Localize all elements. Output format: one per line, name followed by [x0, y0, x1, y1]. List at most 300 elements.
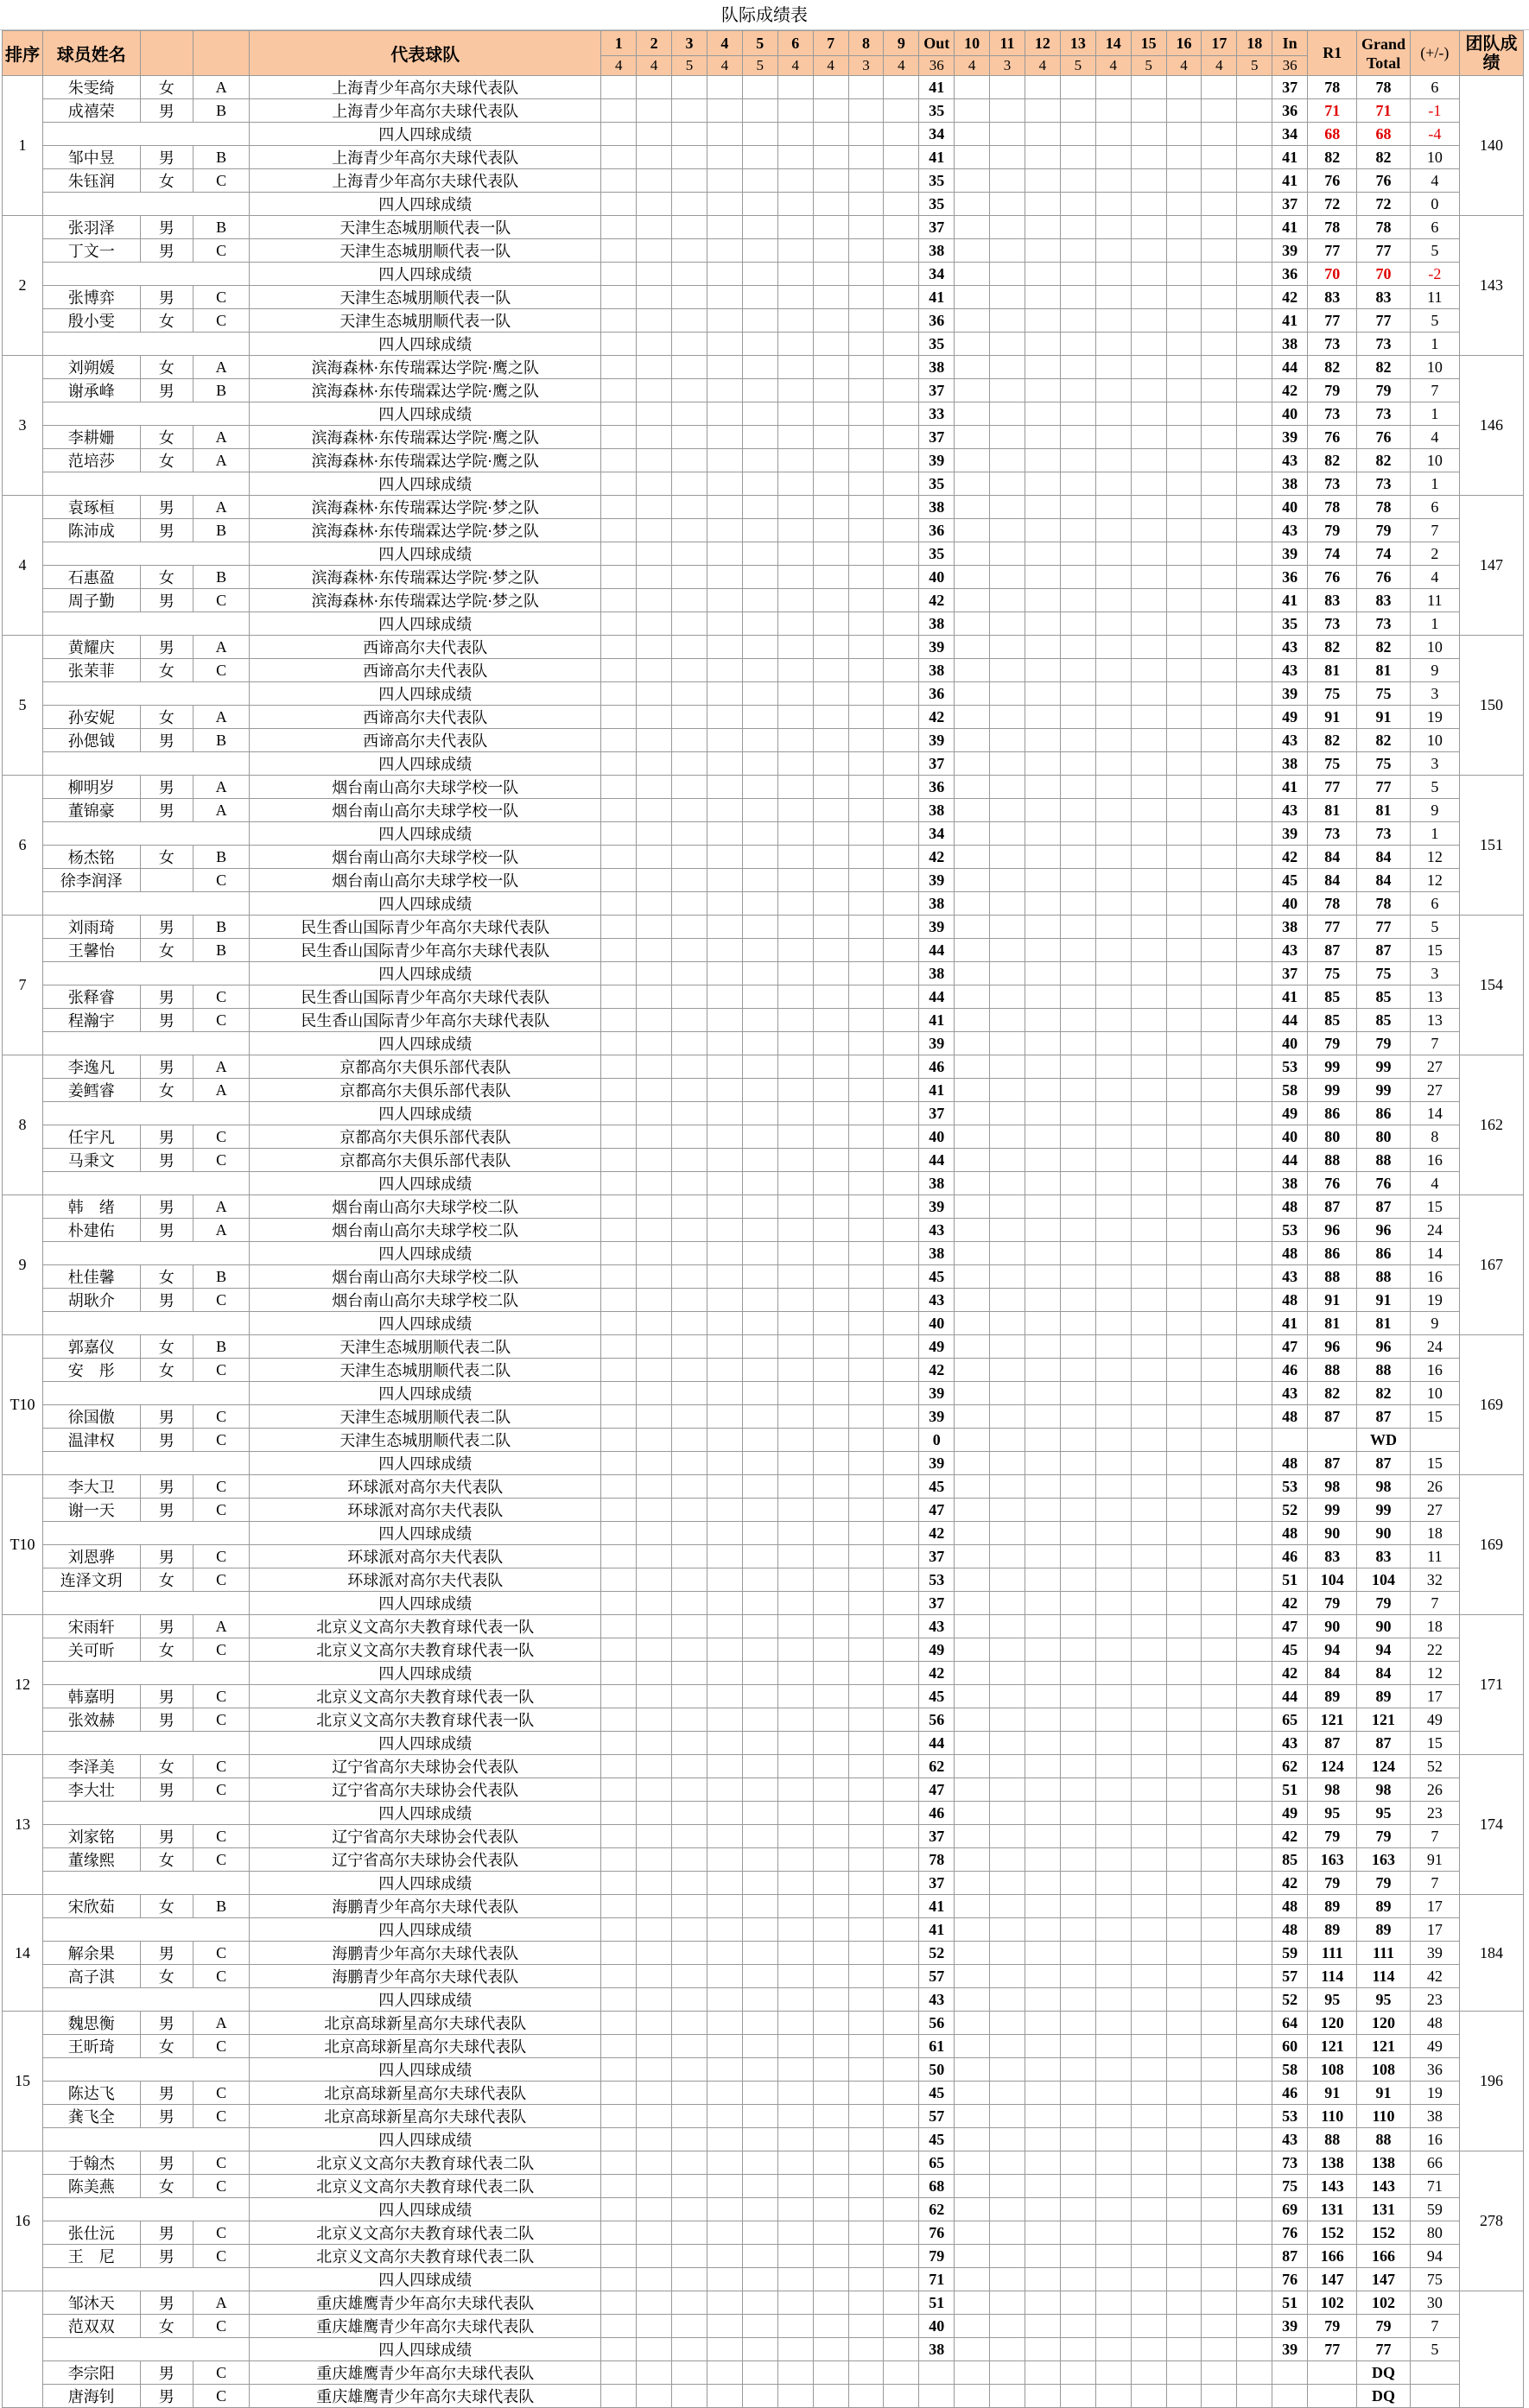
diff-value: 36 — [1410, 2058, 1459, 2082]
hole-score — [707, 76, 742, 99]
player-class: C — [193, 2082, 249, 2105]
grand-total: 84 — [1357, 846, 1410, 869]
hole-score — [1060, 2385, 1095, 2408]
hole-score — [637, 1825, 672, 1848]
diff-value: 24 — [1410, 1335, 1459, 1359]
hole-score — [601, 309, 637, 333]
hole-score — [1202, 1195, 1237, 1219]
player-name: 刘朔媛 — [43, 356, 140, 379]
grand-total: 95 — [1357, 1988, 1410, 2012]
hole-score — [1202, 1079, 1237, 1102]
fourball-label: 四人四球成绩 — [250, 2058, 601, 2082]
grand-total: 163 — [1357, 1848, 1410, 1872]
hole-score — [813, 286, 848, 309]
hole-score — [1060, 612, 1095, 636]
player-team: 环球派对高尔夫代表队 — [250, 1545, 601, 1568]
diff-value: 10 — [1410, 1382, 1459, 1405]
hole-score — [813, 1405, 848, 1429]
hole-score — [1166, 1662, 1202, 1685]
hole-score — [1237, 1545, 1272, 1568]
hole-score — [1131, 76, 1166, 99]
hole-score — [1095, 99, 1131, 123]
hole-score — [1237, 729, 1272, 752]
hole-score — [707, 1289, 742, 1312]
hole-score — [990, 1638, 1025, 1662]
hole-score — [601, 1359, 637, 1382]
hole-score — [1202, 846, 1237, 869]
hole-score — [955, 752, 990, 776]
hole-score — [672, 1895, 707, 1918]
hole-score — [1095, 2175, 1131, 2198]
hole-score — [1095, 1918, 1131, 1942]
hole-score — [813, 1592, 848, 1615]
hole-score — [637, 402, 672, 426]
hole-score — [707, 682, 742, 706]
par-value: 4 — [1202, 56, 1237, 76]
hole-score — [884, 2105, 919, 2128]
in-score: 44 — [1272, 356, 1308, 379]
hole-score — [1166, 1825, 1202, 1848]
hole-score — [1237, 1102, 1272, 1125]
hole-score — [884, 496, 919, 519]
fourball-row — [3, 472, 1524, 496]
hole-score — [1202, 962, 1237, 985]
hole-score — [742, 985, 777, 1009]
hole-score — [672, 1708, 707, 1732]
hole-score — [637, 2245, 672, 2268]
hole-score — [1166, 1335, 1202, 1359]
header-gender-blank — [140, 31, 193, 76]
hole-score — [707, 356, 742, 379]
hole-score — [955, 263, 990, 286]
hole-score — [637, 1265, 672, 1289]
hole-score — [707, 1568, 742, 1592]
player-team: 滨海森林·东传瑞霖达学院·梦之队 — [250, 566, 601, 589]
hole-score — [1025, 1195, 1060, 1219]
hole-score — [1095, 1848, 1131, 1872]
hole-score — [601, 1965, 637, 1988]
out-score: 40 — [919, 2315, 955, 2338]
hole-score — [1095, 1219, 1131, 1242]
player-name: 龚飞全 — [43, 2105, 140, 2128]
hole-score — [884, 985, 919, 1009]
player-row — [3, 2012, 1524, 2035]
hole-score — [742, 76, 777, 99]
hole-score — [990, 729, 1025, 752]
hole-score — [601, 1848, 637, 1872]
hole-score — [1237, 1522, 1272, 1545]
out-score: 38 — [919, 659, 955, 682]
hole-score — [990, 1289, 1025, 1312]
hole-score — [1237, 1405, 1272, 1429]
hole-score — [1025, 2291, 1060, 2315]
hole-score — [848, 309, 884, 333]
hole-score — [990, 1778, 1025, 1802]
team-total: 143 — [1459, 216, 1523, 356]
player-row — [3, 1685, 1524, 1708]
hole-score — [848, 1615, 884, 1638]
hole-score — [955, 216, 990, 239]
out-score: 37 — [919, 1102, 955, 1125]
player-name: 马秉文 — [43, 1149, 140, 1172]
hole-score — [1202, 1755, 1237, 1778]
team-total: 162 — [1459, 1055, 1523, 1195]
player-class: C — [193, 1708, 249, 1732]
out-score: 39 — [919, 1452, 955, 1475]
hole-score — [848, 2035, 884, 2058]
in-score: 43 — [1272, 659, 1308, 682]
in-score: 43 — [1272, 799, 1308, 822]
diff-value: 42 — [1410, 1965, 1459, 1988]
hole-score — [707, 2361, 742, 2385]
hole-score — [955, 1568, 990, 1592]
hole-score — [1202, 2128, 1237, 2151]
hole-score — [848, 776, 884, 799]
hole-score — [1060, 2361, 1095, 2385]
hole-score — [1237, 1382, 1272, 1405]
hole-score — [1131, 1708, 1166, 1732]
header-hole: 1 — [601, 31, 637, 56]
r1-score: 82 — [1308, 636, 1357, 659]
hole-score — [1060, 822, 1095, 846]
hole-score — [884, 962, 919, 985]
hole-score — [848, 169, 884, 193]
player-name: 刘雨琦 — [43, 916, 140, 939]
hole-score — [1237, 123, 1272, 146]
hole-score — [1060, 2082, 1095, 2105]
hole-score — [1237, 2105, 1272, 2128]
hole-score — [777, 402, 813, 426]
hole-score — [1166, 1475, 1202, 1499]
hole-score — [1237, 2175, 1272, 2198]
hole-score — [1131, 2315, 1166, 2338]
hole-score — [1166, 379, 1202, 402]
out-score: 71 — [919, 2268, 955, 2291]
in-score: 39 — [1272, 542, 1308, 566]
hole-score — [672, 1732, 707, 1755]
hole-score — [1131, 2291, 1166, 2315]
hole-score — [1095, 2198, 1131, 2221]
hole-score — [637, 799, 672, 822]
hole-score — [1131, 1848, 1166, 1872]
r1-score: 77 — [1308, 309, 1357, 333]
hole-score — [601, 193, 637, 216]
hole-score — [672, 379, 707, 402]
player-class: C — [193, 659, 249, 682]
hole-score — [672, 356, 707, 379]
hole-score — [1202, 1872, 1237, 1895]
hole-score — [1060, 1359, 1095, 1382]
hole-score — [601, 1988, 637, 2012]
fourball-row — [3, 193, 1524, 216]
fourball-row — [3, 752, 1524, 776]
hole-score — [990, 2385, 1025, 2408]
out-score: 79 — [919, 2245, 955, 2268]
hole-score — [990, 496, 1025, 519]
out-score: 35 — [919, 333, 955, 356]
hole-score — [1166, 892, 1202, 916]
hole-score — [1166, 799, 1202, 822]
hole-score — [955, 286, 990, 309]
hole-score — [990, 822, 1025, 846]
hole-score — [707, 1312, 742, 1335]
player-name: 王昕琦 — [43, 2035, 140, 2058]
hole-score — [1237, 2268, 1272, 2291]
hole-score — [955, 426, 990, 449]
hole-score — [1166, 76, 1202, 99]
hole-score — [601, 1825, 637, 1848]
hole-score — [1025, 1708, 1060, 1732]
hole-score — [1131, 519, 1166, 542]
hole-score — [990, 939, 1025, 962]
fourball-row — [3, 1522, 1524, 1545]
header-hole: 4 — [707, 31, 742, 56]
hole-score — [601, 916, 637, 939]
player-team: 重庆雄鹰青少年高尔夫球代表队 — [250, 2291, 601, 2315]
hole-score — [777, 76, 813, 99]
hole-score — [813, 263, 848, 286]
out-score: 43 — [919, 1988, 955, 2012]
hole-score — [777, 379, 813, 402]
hole-score — [1166, 682, 1202, 706]
hole-score — [637, 636, 672, 659]
hole-score — [672, 1918, 707, 1942]
hole-score — [1202, 1429, 1237, 1452]
in-score: 38 — [1272, 752, 1308, 776]
grand-total: 75 — [1357, 962, 1410, 985]
player-name: 谢一天 — [43, 1499, 140, 1522]
player-class: C — [193, 1685, 249, 1708]
hole-score — [1166, 2175, 1202, 2198]
hole-score — [1095, 1895, 1131, 1918]
hole-score — [955, 1662, 990, 1685]
player-row — [3, 216, 1524, 239]
hole-score — [990, 1149, 1025, 1172]
hole-score — [742, 636, 777, 659]
hole-score — [1095, 1755, 1131, 1778]
hole-score — [742, 2221, 777, 2245]
hole-score — [637, 1335, 672, 1359]
hole-score — [1202, 1802, 1237, 1825]
r1-score: 95 — [1308, 1802, 1357, 1825]
hole-score — [848, 799, 884, 822]
out-score: 34 — [919, 123, 955, 146]
hole-score — [1025, 1312, 1060, 1335]
hole-score — [707, 892, 742, 916]
hole-score — [990, 1172, 1025, 1195]
hole-score — [637, 846, 672, 869]
hole-score — [848, 519, 884, 542]
hole-score — [672, 1009, 707, 1032]
hole-score — [1166, 1055, 1202, 1079]
diff-value: 27 — [1410, 1055, 1459, 1079]
hole-score — [707, 1452, 742, 1475]
hole-score — [672, 1662, 707, 1685]
in-score: 76 — [1272, 2221, 1308, 2245]
hole-score — [707, 612, 742, 636]
hole-score — [1025, 76, 1060, 99]
player-class: A — [193, 706, 249, 729]
par-value: 3 — [990, 56, 1025, 76]
hole-score — [1095, 1942, 1131, 1965]
hole-score — [672, 2221, 707, 2245]
hole-score — [1202, 566, 1237, 589]
hole-score — [742, 776, 777, 799]
hole-score — [1237, 2035, 1272, 2058]
hole-score — [1131, 2198, 1166, 2221]
grand-total: WD — [1357, 1429, 1410, 1452]
hole-score — [955, 589, 990, 612]
hole-score — [1025, 216, 1060, 239]
player-gender: 男 — [140, 985, 193, 1009]
out-score: 34 — [919, 822, 955, 846]
out-score: 41 — [919, 1079, 955, 1102]
hole-score — [637, 1219, 672, 1242]
hole-score — [637, 1615, 672, 1638]
hole-score — [637, 2198, 672, 2221]
hole-score — [1095, 1545, 1131, 1568]
hole-score — [637, 1755, 672, 1778]
in-score: 42 — [1272, 1872, 1308, 1895]
hole-score — [777, 962, 813, 985]
player-gender: 男 — [140, 519, 193, 542]
fourball-label: 四人四球成绩 — [250, 822, 601, 846]
hole-score — [601, 2221, 637, 2245]
diff-value: 17 — [1410, 1918, 1459, 1942]
grand-total: 79 — [1357, 1825, 1410, 1848]
hole-score — [742, 1825, 777, 1848]
hole-score — [742, 1079, 777, 1102]
player-name: 王馨怡 — [43, 939, 140, 962]
hole-score — [1166, 1755, 1202, 1778]
hole-score — [777, 869, 813, 892]
hole-score — [601, 1382, 637, 1405]
r1-score: 120 — [1308, 2012, 1357, 2035]
grand-total: 73 — [1357, 822, 1410, 846]
hole-score — [1202, 1778, 1237, 1802]
r1-score: 99 — [1308, 1499, 1357, 1522]
fourball-label: 四人四球成绩 — [250, 1592, 601, 1615]
hole-score — [777, 822, 813, 846]
hole-score — [990, 566, 1025, 589]
header-hole: 14 — [1095, 31, 1131, 56]
hole-score — [848, 146, 884, 169]
grand-total: 91 — [1357, 1289, 1410, 1312]
grand-total: 79 — [1357, 1032, 1410, 1055]
fourball-row — [3, 1032, 1524, 1055]
hole-score — [1166, 1405, 1202, 1429]
hole-score — [777, 1615, 813, 1638]
hole-score — [601, 1638, 637, 1662]
grand-total: 74 — [1357, 542, 1410, 566]
player-row — [3, 1405, 1524, 1429]
hole-score — [672, 1079, 707, 1102]
grand-total: 99 — [1357, 1055, 1410, 1079]
header-hole: 13 — [1060, 31, 1095, 56]
hole-score — [601, 869, 637, 892]
header-hole: 2 — [637, 31, 672, 56]
hole-score — [884, 939, 919, 962]
hole-score — [1202, 1475, 1237, 1499]
hole-score — [884, 1125, 919, 1149]
player-gender: 男 — [140, 1149, 193, 1172]
hole-score — [672, 1499, 707, 1522]
fourball-blank — [43, 1382, 250, 1405]
hole-score — [1025, 1405, 1060, 1429]
hole-score — [990, 2012, 1025, 2035]
hole-score — [1025, 706, 1060, 729]
hole-score — [1060, 1662, 1095, 1685]
player-team: 上海青少年高尔夫球代表队 — [250, 169, 601, 193]
hole-score — [990, 1009, 1025, 1032]
r1-score — [1308, 1429, 1357, 1452]
diff-value: 59 — [1410, 2198, 1459, 2221]
fourball-row — [3, 2128, 1524, 2151]
hole-score — [1095, 2012, 1131, 2035]
hole-score — [637, 1965, 672, 1988]
hole-score — [848, 2082, 884, 2105]
player-gender: 男 — [140, 99, 193, 123]
player-team: 天津生态城朋顺代表二队 — [250, 1429, 601, 1452]
team-rank: 4 — [3, 496, 43, 636]
hole-score — [742, 169, 777, 193]
hole-score — [813, 682, 848, 706]
hole-score — [777, 1872, 813, 1895]
player-row — [3, 636, 1524, 659]
r1-score: 79 — [1308, 1825, 1357, 1848]
hole-score — [1166, 146, 1202, 169]
player-row — [3, 1708, 1524, 1732]
hole-score — [990, 1195, 1025, 1219]
hole-score — [1166, 1638, 1202, 1662]
hole-score — [742, 1242, 777, 1265]
hole-score — [848, 1918, 884, 1942]
hole-score — [1166, 2082, 1202, 2105]
team-total: 278 — [1459, 2151, 1523, 2291]
r1-score: 88 — [1308, 1265, 1357, 1289]
hole-score — [1237, 2151, 1272, 2175]
player-team: 烟台南山高尔夫球学校二队 — [250, 1265, 601, 1289]
hole-score — [637, 2385, 672, 2408]
grand-total: 78 — [1357, 76, 1410, 99]
hole-score — [777, 706, 813, 729]
hole-score — [672, 1149, 707, 1172]
hole-score — [1060, 1872, 1095, 1895]
hole-score — [601, 1009, 637, 1032]
out-score: 42 — [919, 1522, 955, 1545]
par-value: 4 — [1025, 56, 1060, 76]
r1-score: 80 — [1308, 1125, 1357, 1149]
hole-score — [955, 2151, 990, 2175]
hole-score — [1237, 1499, 1272, 1522]
hole-score — [742, 2012, 777, 2035]
hole-score — [1166, 1988, 1202, 2012]
hole-score — [672, 2385, 707, 2408]
player-name: 朱雯绮 — [43, 76, 140, 99]
player-gender: 男 — [140, 1499, 193, 1522]
hole-score — [1237, 1895, 1272, 1918]
hole-score — [1025, 939, 1060, 962]
header-hole: 5 — [742, 31, 777, 56]
hole-score — [848, 2151, 884, 2175]
hole-score — [742, 1872, 777, 1895]
hole-score — [848, 1359, 884, 1382]
hole-score — [1060, 1988, 1095, 2012]
player-row — [3, 1638, 1524, 1662]
r1-score: 87 — [1308, 1405, 1357, 1429]
hole-score — [813, 239, 848, 263]
hole-score — [955, 2198, 990, 2221]
